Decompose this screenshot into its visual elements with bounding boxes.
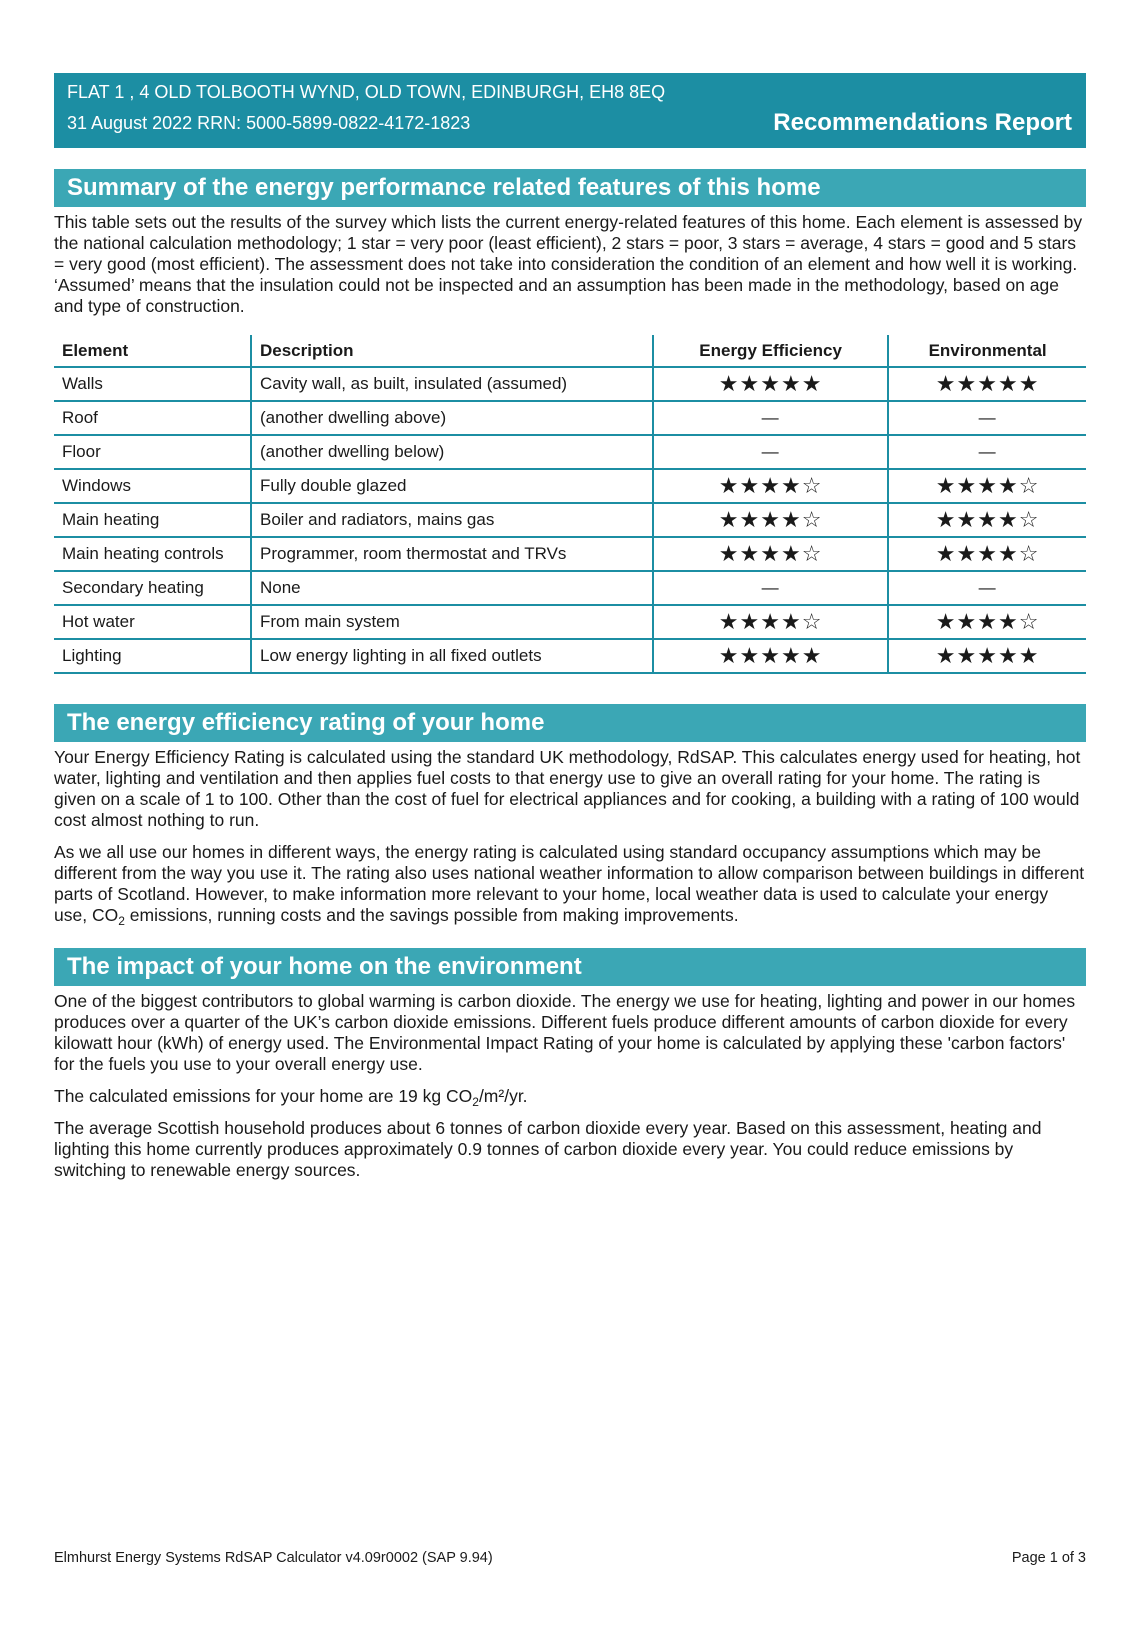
energy-efficiency-rating: ★★★★☆ bbox=[653, 503, 888, 537]
environmental-rating: ★★★★☆ bbox=[888, 605, 1086, 639]
description-cell: Boiler and radiators, mains gas bbox=[251, 503, 653, 537]
description-cell: Cavity wall, as built, insulated (assumed) bbox=[251, 367, 653, 401]
table-row bbox=[54, 401, 1086, 435]
environment-paragraph-3: The average Scottish household produces about 6 tonnes of carbon dioxide every year. Based on this assessment, heating and lighting this home currently produces approximately 0.9 tonnes of carbon dioxide every year. You could reduce emissions by switching to renewable energy sources. bbox=[54, 1118, 1042, 1180]
energy-efficiency-rating: ★★★★★ bbox=[653, 367, 888, 401]
environmental-rating: ★★★★★ bbox=[888, 639, 1086, 673]
table-row bbox=[54, 571, 1086, 605]
environmental-rating: ★★★★★ bbox=[888, 367, 1086, 401]
element-cell: Hot water bbox=[54, 605, 251, 639]
element-cell: Windows bbox=[54, 469, 251, 503]
report-title: Recommendations Report bbox=[773, 109, 1072, 136]
description-cell: None bbox=[251, 571, 653, 605]
environmental-rating: ★★★★☆ bbox=[888, 469, 1086, 503]
rating-paragraph-2-text: As we all use our homes in different ways, the energy rating is calculated using standard occupancy assumptions which may be different from the way you use it. The rating also uses national weather information to allow comparison between buildings in different parts of Scotland. However, to make information more relevant to your home, local weather data is used to calculate your energy use, CO bbox=[54, 842, 1085, 925]
environmental-rating: ★★★★☆ bbox=[888, 537, 1086, 571]
energy-efficiency-rating: — bbox=[653, 435, 888, 469]
co2-subscript: 2 bbox=[472, 1095, 479, 1109]
environmental-rating: — bbox=[888, 571, 1086, 605]
environment-paragraph-1: One of the biggest contributors to global warming is carbon dioxide. The energy we use for heating, lighting and power in our homes produces over a quarter of the UK’s carbon dioxide emissions. Different fuels produce different amounts of carbon dioxide for every kilowatt hour (kWh) of energy used. The Environmental Impact Rating of your home is calculated by applying these 'carbon factors' for the fuels you use to your overall energy use. bbox=[54, 991, 1076, 1074]
element-cell: Secondary heating bbox=[54, 571, 251, 605]
features-table-body bbox=[54, 367, 1086, 673]
environmental-rating: — bbox=[888, 401, 1086, 435]
table-row bbox=[54, 469, 1086, 503]
energy-efficiency-rating: — bbox=[653, 571, 888, 605]
table-row bbox=[54, 435, 1086, 469]
description-cell: (another dwelling above) bbox=[251, 401, 653, 435]
software-version: Elmhurst Energy Systems RdSAP Calculator v4.09r0002 (SAP 9.94) bbox=[54, 1550, 493, 1566]
emissions-text: The calculated emissions for your home are 19 kg CO bbox=[54, 1086, 473, 1106]
energy-efficiency-rating: ★★★★★ bbox=[653, 639, 888, 673]
environment-heading: The impact of your home on the environment bbox=[54, 948, 1086, 986]
page-number: Page 1 of 3 bbox=[1011, 1550, 1086, 1566]
table-row bbox=[54, 367, 1086, 401]
description-cell: (another dwelling below) bbox=[251, 435, 653, 469]
column-header-environmental: Environmental bbox=[888, 335, 1086, 367]
environmental-rating: — bbox=[888, 435, 1086, 469]
column-header-description: Description bbox=[251, 335, 653, 367]
table-row bbox=[54, 503, 1086, 537]
features-table-header bbox=[54, 335, 1086, 367]
co2-subscript: 2 bbox=[118, 914, 125, 928]
table-row bbox=[54, 537, 1086, 571]
table-row bbox=[54, 639, 1086, 673]
element-cell: Floor bbox=[54, 435, 251, 469]
description-cell: Fully double glazed bbox=[251, 469, 653, 503]
emissions-unit: /m²/yr. bbox=[478, 1086, 528, 1106]
element-cell: Main heating bbox=[54, 503, 251, 537]
features-table bbox=[54, 335, 1086, 674]
element-cell: Lighting bbox=[54, 639, 251, 673]
energy-efficiency-rating: ★★★★☆ bbox=[653, 469, 888, 503]
rating-paragraph-2 bbox=[54, 842, 1086, 926]
table-row bbox=[54, 605, 1086, 639]
description-cell: Low energy lighting in all fixed outlets bbox=[251, 639, 653, 673]
rating-paragraph-2-text-end: emissions, running costs and the savings possible from making improvements. bbox=[124, 905, 739, 925]
element-cell: Walls bbox=[54, 367, 251, 401]
rating-paragraph-1: Your Energy Efficiency Rating is calculated using the standard UK methodology, RdSAP. This calculates energy used for heating, hot water, lighting and ventilation and then applies fuel costs to that energy use to give an overall rating for your home. The rating is given on a scale of 1 to 100. Other than the cost of fuel for electrical appliances and for cooking, a building with a rating of 100 would cost almost nothing to run. bbox=[54, 747, 1081, 830]
description-cell: From main system bbox=[251, 605, 653, 639]
rating-heading: The energy efficiency rating of your home bbox=[54, 704, 1086, 742]
column-header-energy-efficiency: Energy Efficiency bbox=[653, 335, 888, 367]
summary-heading: Summary of the energy performance related features of this home bbox=[54, 169, 1086, 207]
energy-efficiency-rating: ★★★★☆ bbox=[653, 537, 888, 571]
element-cell: Roof bbox=[54, 401, 251, 435]
report-page bbox=[54, 73, 1086, 1192]
property-address: FLAT 1 , 4 OLD TOLBOOTH WYND, OLD TOWN, EDINBURGH, EH8 8EQ bbox=[67, 82, 666, 102]
report-date-rrn: 31 August 2022 RRN: 5000-5899-0822-4172-1823 bbox=[67, 113, 471, 133]
description-cell: Programmer, room thermostat and TRVs bbox=[251, 537, 653, 571]
summary-intro: This table sets out the results of the survey which lists the current energy-related features of this home. Each element is assessed by the national calculation methodology; 1 star = very poor (least efficient), 2 stars = poor, 3 stars = average, 4 stars = good and 5 stars = very good (most efficient). The assessment does not take into consideration the condition of an element and how well it is working. ‘Assumed’ means that the insulation could not be inspected and an assumption has been made in the methodology, based on age and type of construction. bbox=[54, 212, 1083, 316]
energy-efficiency-rating: ★★★★☆ bbox=[653, 605, 888, 639]
emissions-statement bbox=[54, 1086, 1086, 1107]
environmental-rating: ★★★★☆ bbox=[888, 503, 1086, 537]
report-header bbox=[54, 73, 1086, 148]
element-cell: Main heating controls bbox=[54, 537, 251, 571]
column-header-element: Element bbox=[54, 335, 251, 367]
energy-efficiency-rating: — bbox=[653, 401, 888, 435]
